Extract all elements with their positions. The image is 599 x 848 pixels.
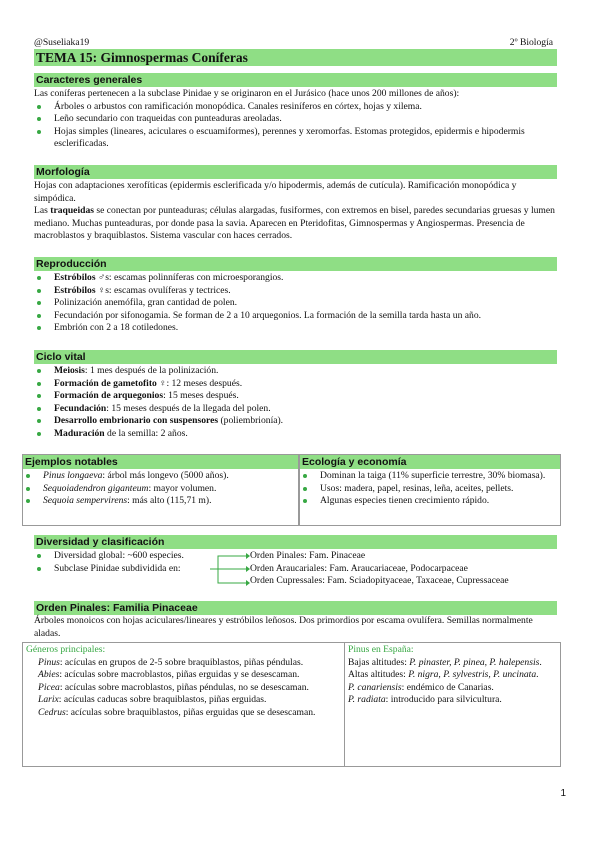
species-name: P. canariensis bbox=[348, 681, 402, 693]
term: Estróbilos ♂ bbox=[54, 272, 106, 283]
ecologia-heading: Ecología y economía bbox=[300, 455, 560, 469]
diversidad-list bbox=[34, 550, 234, 575]
list-item: Embrión con 2 a 18 cotiledones. bbox=[34, 322, 557, 335]
list-item: Árboles o arbustos con ramificación monopódica. Canales resiníferos en córtex, hojas y xilema. bbox=[34, 101, 557, 114]
list-item bbox=[34, 403, 557, 416]
genus-name: Cedrus bbox=[38, 706, 66, 718]
text-run: : 15 meses después de la llegada del polen. bbox=[106, 402, 271, 414]
reproduccion-list bbox=[34, 272, 557, 335]
generos-box bbox=[22, 642, 345, 767]
section-heading-reproduccion: Reproducción bbox=[34, 257, 557, 271]
genus-name: Picea bbox=[38, 681, 60, 693]
section-caracteres bbox=[34, 88, 557, 151]
text-run: Bajas altitudes: bbox=[348, 656, 410, 668]
espana-radiata bbox=[348, 694, 557, 707]
ciclo-list bbox=[34, 365, 557, 440]
page-header bbox=[34, 37, 553, 49]
list-item: Algunas especies tienen crecimiento rápido. bbox=[300, 495, 560, 508]
species-name: P. radiata bbox=[348, 694, 386, 705]
genus-cedrus bbox=[26, 707, 341, 720]
text-run: : acículas sobre macroblastos, piñas erguidas y se desescaman. bbox=[59, 669, 300, 680]
term-traqueidas: traqueidas bbox=[50, 205, 94, 216]
text-run: s: escamas ovulíferas y tectrices. bbox=[105, 284, 231, 296]
espana-low-altitudes bbox=[348, 657, 557, 670]
text-run: (poliembrionía). bbox=[218, 415, 284, 426]
section-heading-caracteres: Caracteres generales bbox=[34, 73, 557, 87]
text-run: . bbox=[536, 669, 539, 680]
section-heading-diversidad: Diversidad y clasificación bbox=[34, 535, 557, 549]
text-run: : introducido para silvicultura. bbox=[385, 694, 502, 705]
term: Fecundación bbox=[54, 402, 107, 414]
generos-heading: Géneros principales: bbox=[26, 644, 106, 655]
text-run: : mayor volumen. bbox=[148, 482, 217, 494]
order-araucariales: Orden Araucariales: Fam. Araucariaceae, Podocarpaceae bbox=[250, 562, 468, 574]
genus-name: Abies bbox=[38, 669, 60, 680]
list-item bbox=[23, 470, 298, 483]
genus-name: Larix bbox=[38, 694, 59, 705]
text-run: : 15 meses después. bbox=[163, 390, 239, 401]
text-run: : más alto (115,71 m). bbox=[127, 495, 212, 506]
author-handle: @Suseliaka19 bbox=[34, 37, 90, 48]
section-diversidad bbox=[34, 550, 557, 592]
section-morfologia bbox=[34, 180, 557, 243]
list-item bbox=[34, 365, 557, 378]
species-name: Sequoia sempervirens bbox=[43, 495, 128, 506]
text-run: de la semilla: 2 años. bbox=[104, 427, 188, 439]
course-label: 2º Biología bbox=[509, 37, 553, 48]
list-item bbox=[34, 285, 557, 298]
list-item: Leño secundario con traqueidas con punteaduras areoladas. bbox=[34, 113, 557, 126]
term: Maduración bbox=[54, 427, 105, 439]
page-title: TEMA 15: Gimnospermas Coníferas bbox=[34, 49, 557, 66]
morfologia-paragraph-2 bbox=[34, 205, 557, 243]
text-run: Las bbox=[34, 205, 51, 216]
espana-high-altitudes bbox=[348, 669, 557, 682]
section-heading-ciclo: Ciclo vital bbox=[34, 350, 557, 364]
text-run: . bbox=[539, 656, 542, 668]
genus-pinus bbox=[26, 657, 341, 670]
ecologia-list bbox=[300, 469, 560, 508]
species-name: P. pinaster, P. pinea, P. halepensis bbox=[409, 656, 540, 668]
classification-arrows bbox=[210, 550, 250, 590]
section-ciclo bbox=[34, 365, 557, 440]
text-run: : árbol más longevo (5000 años). bbox=[102, 470, 229, 481]
genus-larix bbox=[26, 694, 341, 707]
pinales-paragraph: Árboles monoicos con hojas aciculares/lineares y estróbilos leñosos. Dos primordios por escama ovulífera. Semillas normalmente aladas. bbox=[34, 615, 533, 639]
text-run: : 1 mes después de la polinización. bbox=[84, 365, 219, 376]
list-item bbox=[34, 415, 557, 428]
species-name: P. nigra, P. sylvestris, P. uncinata bbox=[408, 669, 537, 680]
orders-list bbox=[250, 550, 560, 588]
term: Formación de gametofito bbox=[54, 377, 157, 389]
list-item: Dominan la taiga (11% superficie terrestre, 30% biomasa). bbox=[300, 470, 560, 483]
term: Estróbilos ♀ bbox=[54, 284, 106, 296]
section-heading-morfologia: Morfología bbox=[34, 165, 557, 179]
list-item: Diversidad global: ~600 especies. bbox=[34, 550, 234, 563]
espana-box bbox=[344, 642, 561, 767]
list-item bbox=[34, 272, 557, 285]
ejemplos-box bbox=[22, 454, 299, 526]
term: Formación de arquegonios bbox=[54, 390, 164, 401]
list-item: Subclase Pinidae subdividida en: bbox=[34, 563, 234, 576]
text-run: : acículas caducas sobre braquiblastos, piñas erguidas. bbox=[58, 694, 267, 705]
caracteres-intro: Las coníferas pertenecen a la subclase Pinidae y se originaron en el Jurásico (hace unos 200 millones de años): bbox=[34, 88, 460, 99]
text-run: ♀: 12 meses después. bbox=[156, 377, 243, 389]
list-item: Fecundación por sifonogamia. Se forman de 2 a 10 arquegonios. La formación de la semilla tarda hasta un año. bbox=[34, 310, 557, 323]
list-item bbox=[34, 390, 557, 403]
genus-abies bbox=[26, 669, 341, 682]
ejemplos-heading: Ejemplos notables bbox=[23, 455, 298, 469]
text-run: : acículas sobre macroblastos, piñas péndulas, no se desescaman. bbox=[59, 681, 309, 693]
espana-canariensis bbox=[348, 682, 557, 695]
term: Desarrollo embrionario con suspensores bbox=[54, 415, 219, 426]
species-name: Sequoiadendron giganteum bbox=[43, 482, 149, 494]
text-run: s: escamas polinníferas con microesporangios. bbox=[105, 272, 284, 283]
species-name: Pinus longaeva bbox=[43, 470, 103, 481]
genus-picea bbox=[26, 682, 341, 695]
list-item bbox=[34, 378, 557, 391]
section-reproduccion bbox=[34, 272, 557, 335]
text-run: : acículas en grupos de 2-5 sobre braquiblastos, piñas péndulas. bbox=[59, 656, 304, 668]
list-item: Polinización anemófila, gran cantidad de polen. bbox=[34, 297, 557, 310]
text-run: : acículas sobre braquiblastos, piñas erguidas que se desescaman. bbox=[65, 706, 316, 718]
caracteres-list bbox=[34, 101, 557, 151]
list-item: Hojas simples (lineares, aciculares o escuamiformes), perennes y xeromorfas. Estomas protegidos, epidermis e hipodermis esclerificadas. bbox=[34, 126, 557, 151]
term: Meiosis bbox=[54, 365, 85, 376]
list-item: Usos: madera, papel, resinas, leña, aceites, pellets. bbox=[300, 483, 560, 496]
text-run: Altas altitudes: bbox=[348, 669, 409, 680]
list-item bbox=[23, 495, 298, 508]
text-run: : endémico de Canarias. bbox=[401, 681, 494, 693]
ejemplos-list bbox=[23, 469, 298, 508]
order-pinales: Orden Pinales: Fam. Pinaceae bbox=[250, 550, 366, 561]
order-cupressales: Orden Cupressales: Fam. Sciadopityaceae, Taxaceae, Cupressaceae bbox=[250, 575, 509, 586]
text-run: se conectan por punteaduras; células alargadas, fusiformes, con extremos en bisel, paredes secundarias gruesas y lumen mediano. Muchas punteaduras, por donde pasa la savia. Aparecen en Pteridofitas, Gimnospermas y Angiospermas. Presencia de macroblastos y braquiblastos. Sistema vascular con haces cerrados. bbox=[34, 205, 555, 241]
espana-heading: Pinus en España: bbox=[348, 644, 414, 655]
morfologia-paragraph-1: Hojas con adaptaciones xerofíticas (epidermis esclerificada y/o hipodermis, además de cutícula). Ramificación monopódica y simpódica. bbox=[34, 180, 517, 204]
list-item bbox=[23, 483, 298, 496]
section-heading-pinales: Orden Pinales: Familia Pinaceae bbox=[34, 601, 557, 615]
page-number: 1 bbox=[560, 788, 566, 799]
ecologia-box bbox=[299, 454, 561, 526]
genus-name: Pinus bbox=[38, 656, 60, 668]
list-item bbox=[34, 428, 557, 441]
